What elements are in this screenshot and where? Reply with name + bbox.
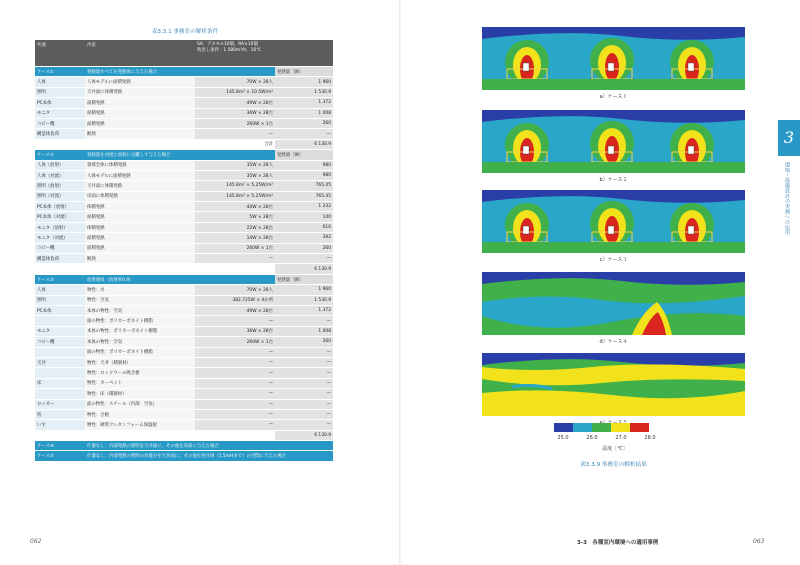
colorbar-tick: 28.0 xyxy=(644,435,656,441)
table-row-case-note xyxy=(35,451,333,461)
table-row xyxy=(35,409,333,419)
cell-heat: 1 008 xyxy=(275,326,333,336)
table-row-total xyxy=(35,264,333,274)
table-row xyxy=(35,399,333,409)
table-row xyxy=(35,357,333,367)
cell-quantity: 145.8m² × 5.25W/m² xyxy=(195,191,275,201)
colorbar-segment xyxy=(611,423,630,432)
cell-method: 領域全体に体積発熱 xyxy=(85,160,195,170)
case-title: 発熱量すべてを発熱体に与えた場合 xyxy=(85,67,275,77)
cell-quantity: 49W × 28台 xyxy=(195,305,275,315)
cell-item xyxy=(35,368,85,378)
table-row xyxy=(35,170,333,180)
cell-quantity: 70W × 28人 xyxy=(195,77,275,87)
table-row xyxy=(35,337,333,347)
chapter-title: 環境・設備設計の実務への応用 xyxy=(784,162,790,235)
table-row xyxy=(35,243,333,253)
cell-quantity: — xyxy=(195,347,275,357)
case-label: ケース④ xyxy=(35,441,85,451)
cell-item: PC本体（対流） xyxy=(35,212,85,222)
running-footer: 3-3 各種室内環境への適用事例 xyxy=(577,540,659,546)
cell-item: 照明（放射） xyxy=(35,181,85,191)
case-label: ケース② xyxy=(35,150,85,160)
cell-quantity: 22W × 28台 xyxy=(195,222,275,232)
table-row xyxy=(35,98,333,108)
cell-quantity: 5W × 28台 xyxy=(195,212,275,222)
page-number-right: 063 xyxy=(753,538,765,545)
cell-quantity: 70W × 28人 xyxy=(195,285,275,295)
cell-method: 天井面に体積発熱 xyxy=(85,87,195,97)
panel-label: c）ケース３ xyxy=(599,257,628,263)
table-row xyxy=(35,316,333,326)
cell-quantity: 35W × 28人 xyxy=(195,160,275,170)
condition-line: SA：アネモ×10個、RA×10個 xyxy=(197,42,258,47)
heat-unit-header: 発熱量［W］ xyxy=(275,150,333,160)
panel-label: d）ケース４ xyxy=(599,339,628,345)
table-row-case-header xyxy=(35,67,333,77)
case-label: ケース③ xyxy=(35,274,85,284)
total-value: 6 130.9 xyxy=(275,139,333,149)
cell-quantity: — xyxy=(195,357,275,367)
cell-quantity: 36W × 28台 xyxy=(195,326,275,336)
table-row xyxy=(35,108,333,118)
cell-heat: 1 530.9 xyxy=(275,87,333,97)
table-row xyxy=(35,378,333,388)
table-row xyxy=(35,222,333,232)
table-row xyxy=(35,191,333,201)
temperature-field-panel xyxy=(482,27,745,90)
table-row xyxy=(35,368,333,378)
cell-heat: 1 960 xyxy=(275,77,333,87)
cell-method: 物性：硬質ウレタンフォーム保温板 xyxy=(85,420,195,430)
total-label: 合計 xyxy=(35,139,275,149)
cell-quantity: — xyxy=(195,368,275,378)
cell-heat: 1 232 xyxy=(275,202,333,212)
cell-item: 人体 xyxy=(35,285,85,295)
cell-item: 床 xyxy=(35,378,85,388)
cell-method: 物性：カーペット xyxy=(85,378,195,388)
cell-heat: — xyxy=(275,399,333,409)
cell-heat: — xyxy=(275,409,333,419)
cell-heat: — xyxy=(275,357,333,367)
table-row-common xyxy=(35,40,333,67)
table-row-case-header xyxy=(35,150,333,160)
cell-item: 構造体負荷 xyxy=(35,129,85,139)
table-row xyxy=(35,87,333,97)
cell-heat: 1 372 xyxy=(275,98,333,108)
cell-quantity: — xyxy=(195,378,275,388)
total-value: 6 130.9 xyxy=(275,430,333,440)
table-row xyxy=(35,118,333,128)
analysis-conditions-table xyxy=(35,40,333,462)
cell-heat: 1 960 xyxy=(275,285,333,295)
table-row-case-note xyxy=(35,441,333,451)
cell-heat: 1 372 xyxy=(275,305,333,315)
cell-item: 机 xyxy=(35,409,85,419)
cell-item: コピー機 xyxy=(35,118,85,128)
cell-method: 物性：天井（積層材） xyxy=(85,357,195,367)
cell-method: 物性：ロックウール吸音板 xyxy=(85,368,195,378)
cell-quantity: — xyxy=(195,254,275,264)
cell-heat: — xyxy=(275,129,333,139)
cell-heat: 260 xyxy=(275,243,333,253)
cell-quantity: 36W × 28台 xyxy=(195,108,275,118)
case-description: 什器なし：内部発熱の照明の対流分を天井面に、その他を居住域（1.5mHまで）の空間に与えた場合 xyxy=(85,451,333,461)
condition-line: 吹出し条件：1 580m³/h、16℃ xyxy=(197,48,262,53)
table-row xyxy=(35,254,333,264)
temperature-field-panel xyxy=(482,353,745,416)
temperature-field-panel xyxy=(482,272,745,335)
cell-quantity: 145.8m² × 5.25W/m² xyxy=(195,181,275,191)
table-row xyxy=(35,160,333,170)
cell-method: 人体モデルに面積発熱 xyxy=(85,77,195,87)
cell-item: モニタ xyxy=(35,108,85,118)
cell-item: モニタ（対流） xyxy=(35,233,85,243)
cell-heat: — xyxy=(275,368,333,378)
cell-item: 照明 xyxy=(35,295,85,305)
heat-unit-header: 発熱量［W］ xyxy=(275,274,333,284)
cell-item: 照明 xyxy=(35,87,85,97)
cell-item: ロッカー xyxy=(35,399,85,409)
cell-heat: 765.45 xyxy=(275,181,333,191)
table-row xyxy=(35,77,333,87)
cell-item: いす xyxy=(35,420,85,430)
colorbar-segment xyxy=(630,423,649,432)
colorbar-segment xyxy=(592,423,611,432)
cell-item: 構造体負荷 xyxy=(35,254,85,264)
table-row xyxy=(35,420,333,430)
cell-label: 共通 xyxy=(35,40,85,67)
cell-method: 人体モデルに面積発熱 xyxy=(85,170,195,180)
table-row xyxy=(35,129,333,139)
cell-method: 本体の物性：ポリカーボネイト樹脂 xyxy=(85,326,195,336)
cell-method: 本体の物性：空気 xyxy=(85,337,195,347)
cell-method: 面の物性：スチール（内部：空気） xyxy=(85,399,195,409)
cell-method: 物性：床（積層材） xyxy=(85,389,195,399)
table-row xyxy=(35,202,333,212)
cell-quantity: 14W × 28台 xyxy=(195,233,275,243)
cell-method: 面積発熱 xyxy=(85,212,195,222)
cell-method: 面の物性：ポリカーボネイト樹脂 xyxy=(85,347,195,357)
table-row xyxy=(35,305,333,315)
cell-quantity: 35W × 28人 xyxy=(195,170,275,180)
cell-method: 天井面に体積発熱 xyxy=(85,181,195,191)
heat-unit-header: 発熱量［W］ xyxy=(275,67,333,77)
colorbar-label: 温度［℃］ xyxy=(602,446,628,452)
cell-method: 体積発熱 xyxy=(85,202,195,212)
cell-heat: — xyxy=(275,254,333,264)
cell-heat: 980 xyxy=(275,160,333,170)
cell-method: 床面に体積発熱 xyxy=(85,191,195,201)
page-number-left: 062 xyxy=(30,538,42,545)
table-row-total xyxy=(35,430,333,440)
cell-method: 物性：合板 xyxy=(85,409,195,419)
cell-method: 物性：水 xyxy=(85,285,195,295)
cell-heat: 980 xyxy=(275,170,333,180)
page-gutter xyxy=(399,0,401,565)
table-row xyxy=(35,233,333,243)
cell-item xyxy=(35,347,85,357)
case-title: 発熱量を対流と放射に分離して与えた場合 xyxy=(85,150,275,160)
cell-quantity: — xyxy=(195,420,275,430)
panel-label: b）ケース２ xyxy=(599,177,628,183)
cell-item xyxy=(35,389,85,399)
cell-method: 面積発熱 xyxy=(85,243,195,253)
cell-item: PC本体（放射） xyxy=(35,202,85,212)
cell-quantity: 49W × 28台 xyxy=(195,98,275,108)
cell-method: 物性：空気 xyxy=(85,295,195,305)
cell-item: コピー機 xyxy=(35,337,85,347)
cell-quantity: 260W × 1台 xyxy=(195,118,275,128)
colorbar-segment xyxy=(573,423,592,432)
cell-heat: 260 xyxy=(275,337,333,347)
colorbar-tick: 25.0 xyxy=(557,435,569,441)
cell-heat: 765.45 xyxy=(275,191,333,201)
cell-item: モニタ（放射） xyxy=(35,222,85,232)
table-row xyxy=(35,285,333,295)
cell-method: 面積発熱 xyxy=(85,108,195,118)
table-row-case-header xyxy=(35,274,333,284)
cell-item: PC本体 xyxy=(35,98,85,108)
case-title: 放射連成（放射率0.9） xyxy=(85,274,275,284)
total-label xyxy=(35,430,275,440)
cell-item xyxy=(35,316,85,326)
cell-mode: 冷房 xyxy=(85,40,195,67)
colorbar-tick: 27.0 xyxy=(615,435,627,441)
chapter-tab: 3 xyxy=(778,120,800,156)
cell-quantity: 145.8m² × 10.5W/m² xyxy=(195,87,275,97)
colorbar-segment xyxy=(554,423,573,432)
cell-quantity: 44W × 28台 xyxy=(195,202,275,212)
cell-method: 断熱 xyxy=(85,129,195,139)
table-row xyxy=(35,347,333,357)
case-label: ケース① xyxy=(35,67,85,77)
cell-quantity: — xyxy=(195,129,275,139)
panel-label: a）ケース１ xyxy=(599,94,628,100)
cell-item: コピー機 xyxy=(35,243,85,253)
table-row xyxy=(35,181,333,191)
table-row-total xyxy=(35,139,333,149)
cell-quantity: 382.725W × 4か所 xyxy=(195,295,275,305)
cell-item: 照明（対流） xyxy=(35,191,85,201)
cell-item: 人体 xyxy=(35,77,85,87)
table-caption: 表3.3.1 事務室の解析条件 xyxy=(151,29,219,35)
cell-method: 面積発熱 xyxy=(85,98,195,108)
cell-heat: — xyxy=(275,347,333,357)
cell-item: モニタ xyxy=(35,326,85,336)
cell-method: 面の物性：ポリカーボネイト樹脂 xyxy=(85,316,195,326)
cell-heat: 616 xyxy=(275,222,333,232)
cell-method: 面積発熱 xyxy=(85,233,195,243)
temperature-field-panel xyxy=(482,190,745,253)
case-description: 什器なし：内部発熱の照明を天井面に、その他を床面に与えた場合 xyxy=(85,441,333,451)
cell-method: 断熱 xyxy=(85,254,195,264)
cell-method: 本体の物性：空気 xyxy=(85,305,195,315)
cell-quantity: — xyxy=(195,389,275,399)
cell-conditions xyxy=(195,40,333,67)
case-label: ケース⑤ xyxy=(35,451,85,461)
cell-quantity: — xyxy=(195,409,275,419)
cell-heat: 1 530.9 xyxy=(275,295,333,305)
table-row xyxy=(35,212,333,222)
cell-heat: 392 xyxy=(275,233,333,243)
cell-quantity: 260W × 1台 xyxy=(195,337,275,347)
figure-caption: 図3.3.9 事務室の解析結果 xyxy=(580,462,647,468)
cell-heat: 140 xyxy=(275,212,333,222)
cell-method: 体積発熱 xyxy=(85,222,195,232)
temperature-field-panel xyxy=(482,110,745,173)
colorbar-tick: 26.0 xyxy=(586,435,598,441)
table-row xyxy=(35,326,333,336)
cell-quantity: — xyxy=(195,399,275,409)
total-label xyxy=(35,264,275,274)
cell-heat: — xyxy=(275,420,333,430)
cell-heat: 260 xyxy=(275,118,333,128)
cell-item: PC本体 xyxy=(35,305,85,315)
cell-heat: 1 008 xyxy=(275,108,333,118)
cell-item: 人体（放射） xyxy=(35,160,85,170)
table-row xyxy=(35,295,333,305)
cell-heat: — xyxy=(275,316,333,326)
total-value: 6 130.9 xyxy=(275,264,333,274)
cell-heat: — xyxy=(275,389,333,399)
cell-quantity: — xyxy=(195,316,275,326)
table-row xyxy=(35,389,333,399)
cell-quantity: 260W × 1台 xyxy=(195,243,275,253)
cell-method: 面積発熱 xyxy=(85,118,195,128)
cell-heat: — xyxy=(275,378,333,388)
cell-item: 天井 xyxy=(35,357,85,367)
cell-item: 人体（対流） xyxy=(35,170,85,180)
